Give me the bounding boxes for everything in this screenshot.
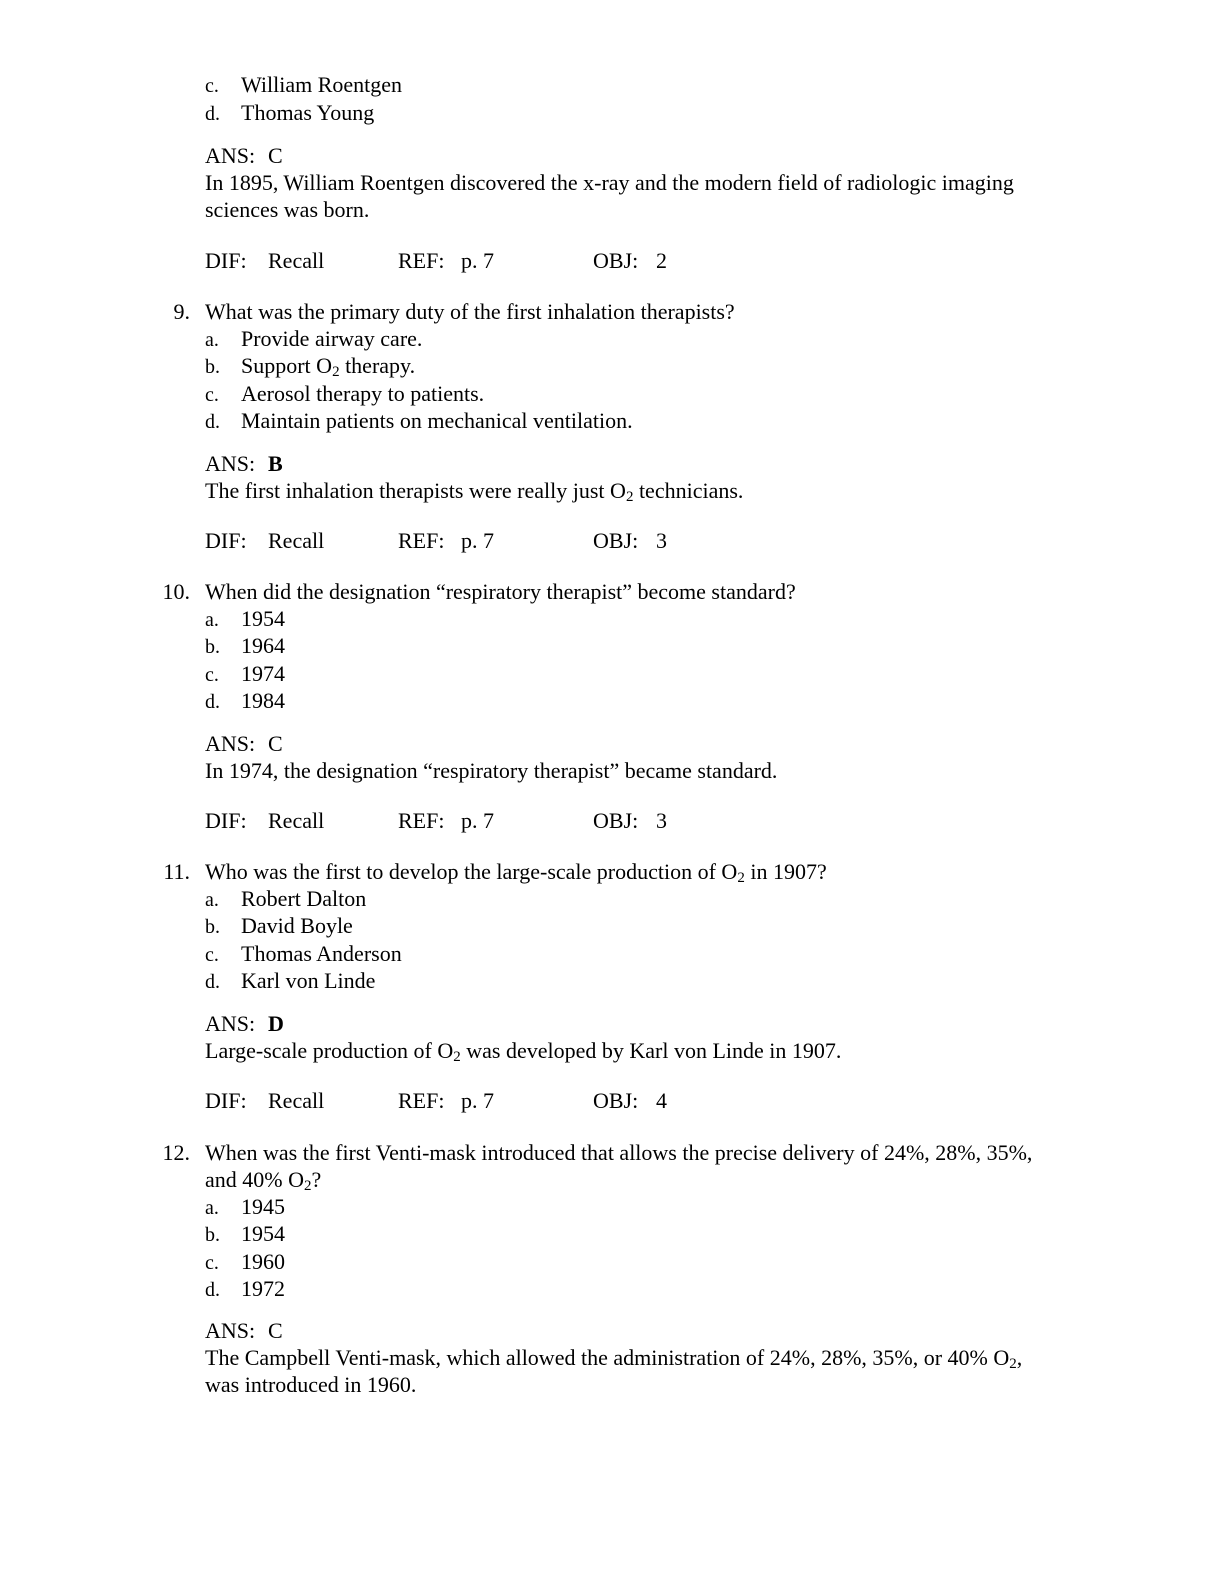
option-letter: c. <box>205 944 219 966</box>
dif-value: Recall <box>268 1088 325 1113</box>
dif-label: DIF: <box>205 808 247 833</box>
option-letter: a. <box>205 1197 219 1219</box>
option-letter: d. <box>205 691 220 713</box>
option-letter: b. <box>205 636 220 658</box>
question-number: 9. <box>173 299 190 324</box>
rationale: Large-scale production of $O_2$ was developed by Karl von Linde in 1907. <box>205 1038 842 1065</box>
option-text: 1954 <box>241 606 285 631</box>
ans-label: ANS: <box>205 731 256 756</box>
answer-value: C <box>268 731 283 756</box>
ref-label: REF: <box>398 248 445 273</box>
option-text: Thomas Anderson <box>241 941 402 966</box>
option-letter: a. <box>205 889 219 911</box>
obj-label: OBJ: <box>593 528 639 553</box>
option-text: 1984 <box>241 688 285 713</box>
rationale: In 1974, the designation “respiratory therapist” became standard. <box>205 758 778 783</box>
dif-value: Recall <box>268 528 325 553</box>
ref-label: REF: <box>398 808 445 833</box>
option-text: Karl von Linde <box>241 968 376 993</box>
option-text: 1960 <box>241 1249 285 1274</box>
obj-value: 2 <box>656 248 667 273</box>
option-text: William Roentgen <box>241 72 403 97</box>
question-stem: Who was the first to develop the large-scale production of $O_2$ in 1907? <box>205 859 827 886</box>
ref-label: REF: <box>398 528 445 553</box>
option-letter: b. <box>205 1224 220 1246</box>
option-letter: c. <box>205 75 219 97</box>
obj-label: OBJ: <box>593 1088 639 1113</box>
rationale: was introduced in 1960. <box>205 1372 417 1397</box>
answer-value: C <box>268 1318 283 1343</box>
option-text: Support $O_2$ therapy. <box>241 353 416 380</box>
obj-label: OBJ: <box>593 248 639 273</box>
option-letter: c. <box>205 664 219 686</box>
question-stem: When was the first Venti-mask introduced that allows the precise delivery of 24%, 28%, 35%, <box>205 1140 1033 1165</box>
ref-value: p. 7 <box>461 528 494 553</box>
option-text: Thomas Young <box>241 100 375 125</box>
option-letter: d. <box>205 1279 220 1301</box>
option-text: Robert Dalton <box>241 886 367 911</box>
question-stem: When did the designation “respiratory therapist” become standard? <box>205 579 796 604</box>
obj-value: 3 <box>656 528 667 553</box>
dif-value: Recall <box>268 248 325 273</box>
ref-value: p. 7 <box>461 1088 494 1113</box>
answer-value: B <box>268 451 283 476</box>
ref-value: p. 7 <box>461 808 494 833</box>
option-text: 1945 <box>241 1194 285 1219</box>
option-letter: c. <box>205 384 219 406</box>
option-letter: b. <box>205 916 220 938</box>
option-text: 1954 <box>241 1221 285 1246</box>
question-number: 10. <box>162 579 190 604</box>
option-text: Provide airway care. <box>241 326 423 351</box>
ans-label: ANS: <box>205 451 256 476</box>
ans-label: ANS: <box>205 143 256 168</box>
question-stem: What was the primary duty of the first inhalation therapists? <box>205 299 735 324</box>
option-letter: d. <box>205 411 220 433</box>
obj-value: 4 <box>656 1088 667 1113</box>
option-letter: a. <box>205 609 219 631</box>
option-text: Aerosol therapy to patients. <box>241 381 485 406</box>
ans-label: ANS: <box>205 1318 256 1343</box>
option-text: 1972 <box>241 1276 285 1301</box>
obj-value: 3 <box>656 808 667 833</box>
rationale: The first inhalation therapists were really just $O_2$ technicians. <box>205 478 744 505</box>
option-letter: d. <box>205 971 220 993</box>
answer-value: D <box>268 1011 284 1036</box>
ref-label: REF: <box>398 1088 445 1113</box>
rationale: In 1895, William Roentgen discovered the x-ray and the modern field of radiologic imaging <box>205 170 1014 195</box>
option-letter: b. <box>205 356 220 378</box>
ans-label: ANS: <box>205 1011 256 1036</box>
option-letter: a. <box>205 329 219 351</box>
option-letter: c. <box>205 1252 219 1274</box>
dif-label: DIF: <box>205 248 247 273</box>
option-text: David Boyle <box>241 913 353 938</box>
answer-value: C <box>268 143 283 168</box>
dif-label: DIF: <box>205 1088 247 1113</box>
option-letter: d. <box>205 103 220 125</box>
rationale: sciences was born. <box>205 197 370 222</box>
option-text: 1964 <box>241 633 285 658</box>
dif-label: DIF: <box>205 528 247 553</box>
option-text: Maintain patients on mechanical ventilation. <box>241 408 633 433</box>
rationale: The Campbell Venti-mask, which allowed the administration of 24%, 28%, 35%, or 40% $O_2$, <box>205 1345 1023 1372</box>
question-number: 11. <box>163 859 190 884</box>
obj-label: OBJ: <box>593 808 639 833</box>
question-stem: and 40% $O_2$? <box>205 1167 322 1194</box>
question-number: 12. <box>162 1140 190 1165</box>
option-text: 1974 <box>241 661 285 686</box>
dif-value: Recall <box>268 808 325 833</box>
ref-value: p. 7 <box>461 248 494 273</box>
